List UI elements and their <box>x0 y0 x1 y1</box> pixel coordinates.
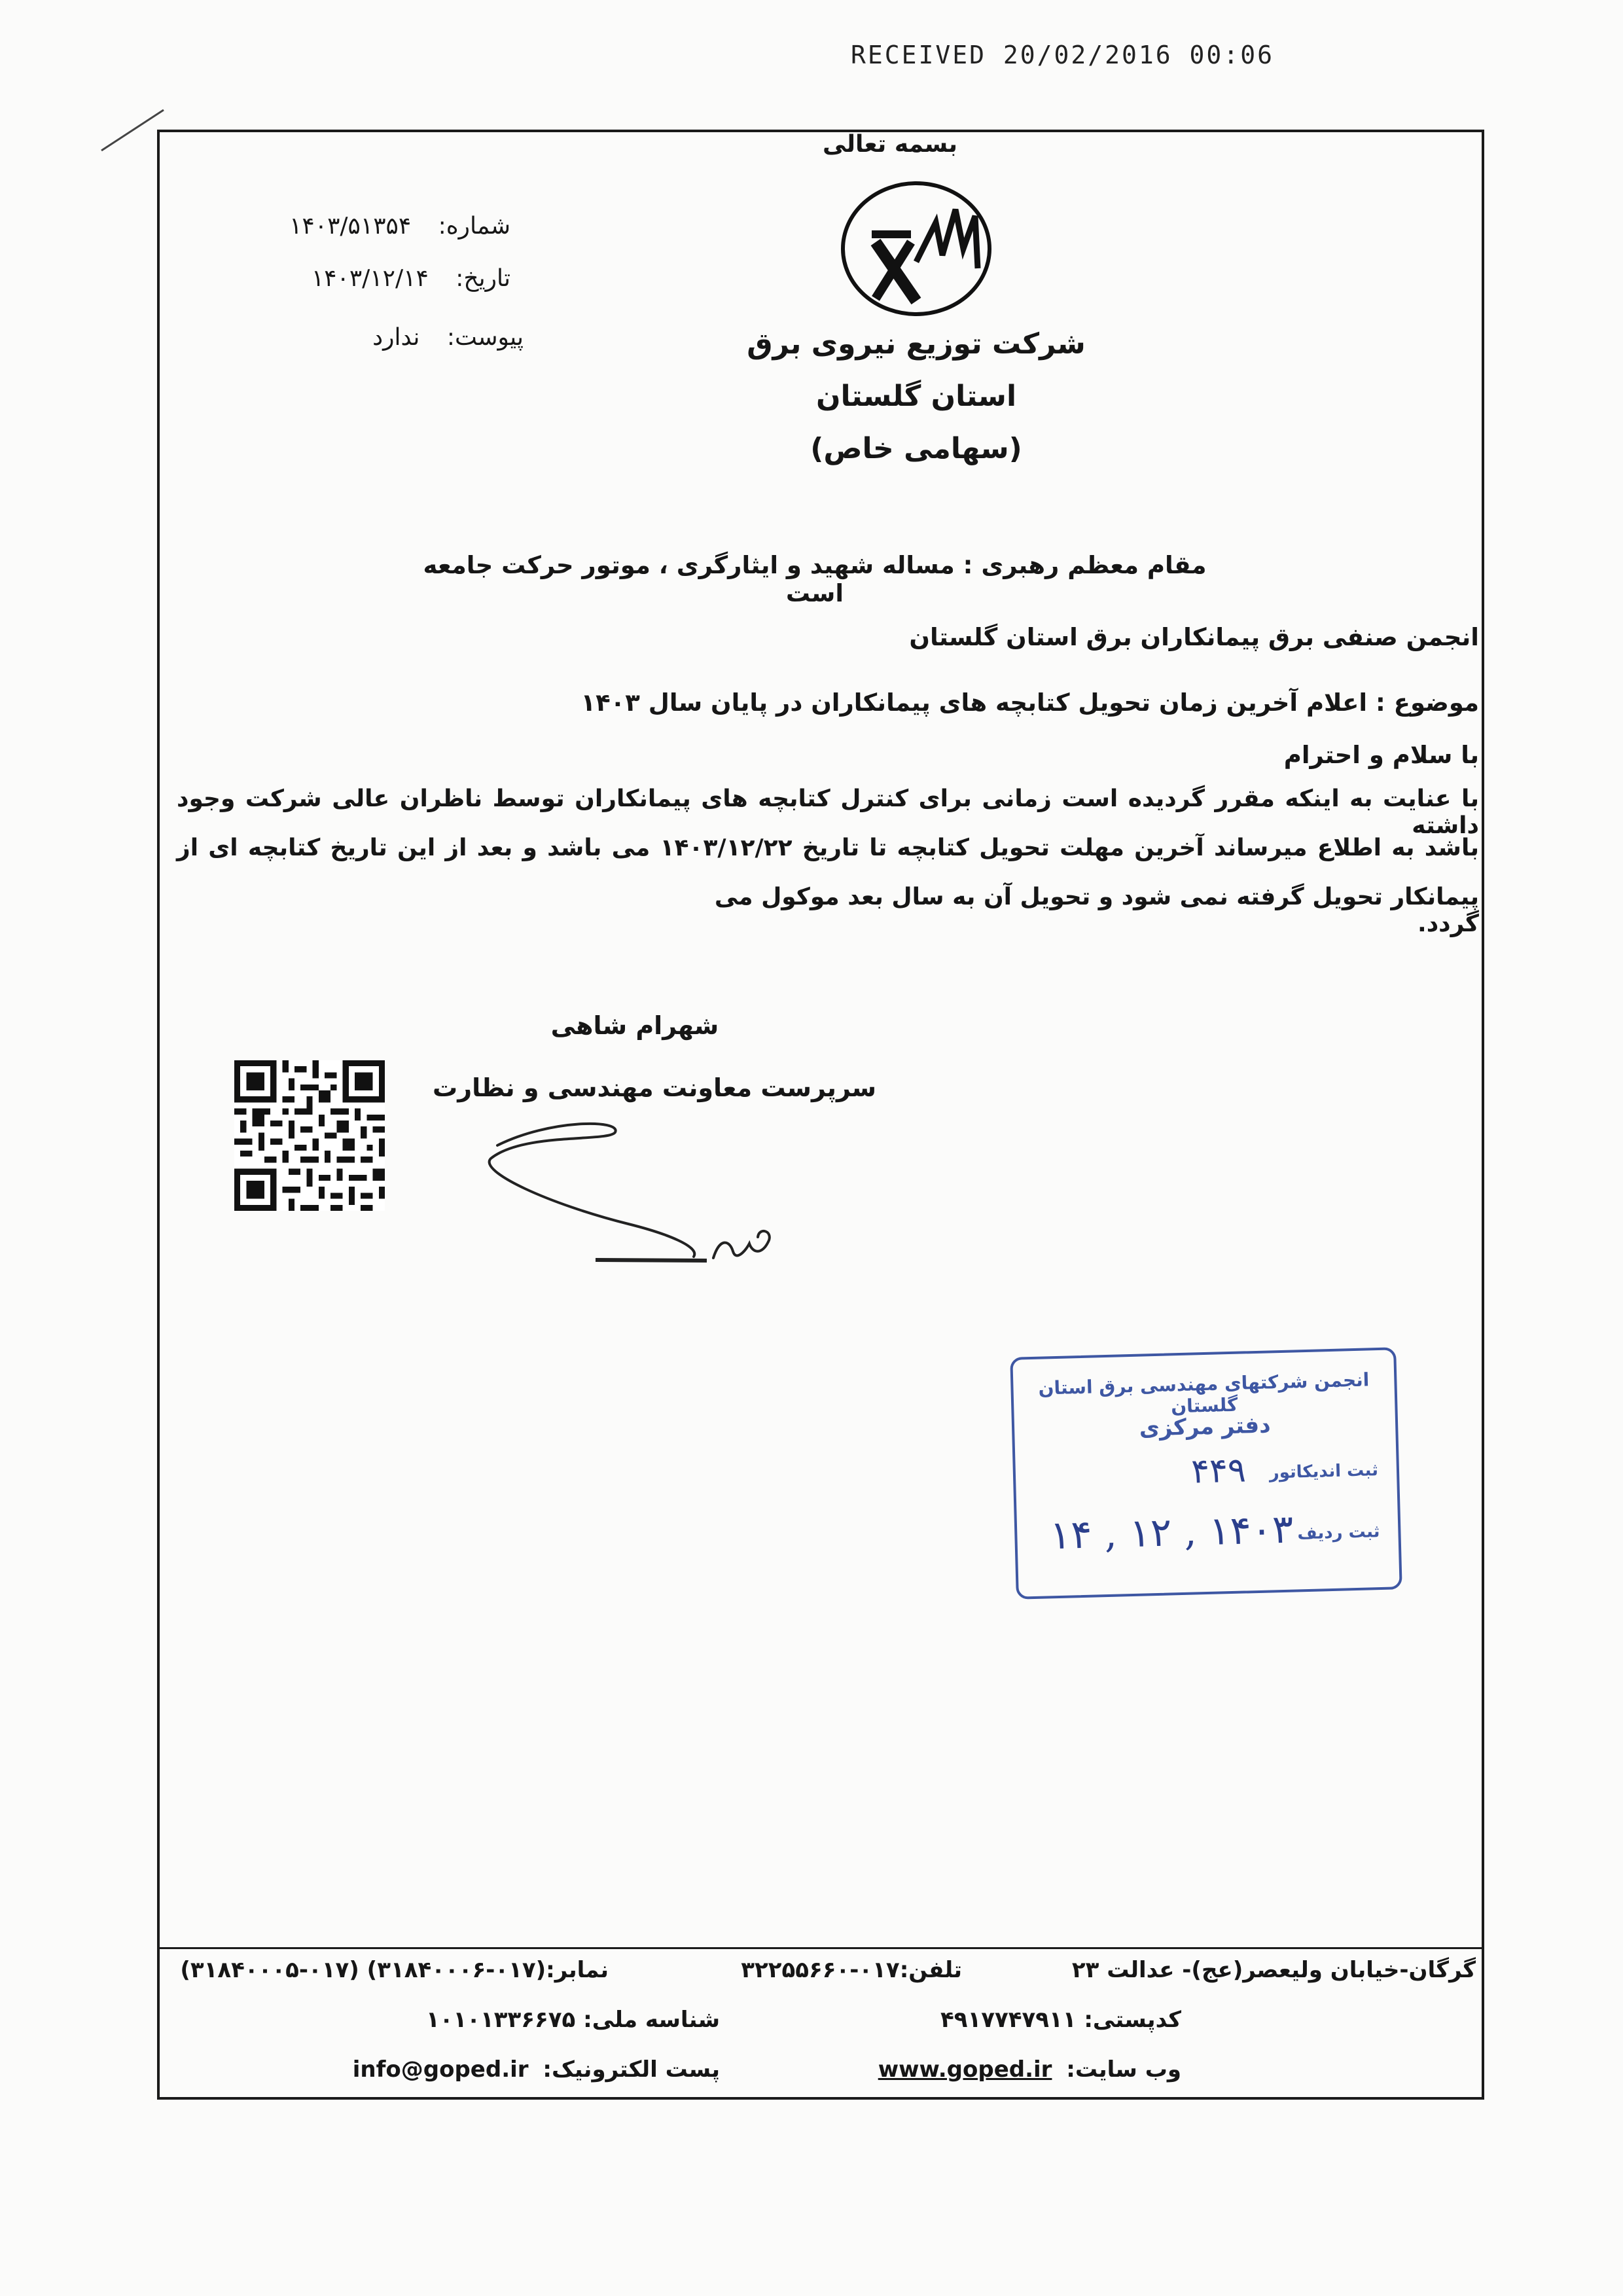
number-label: شماره: <box>438 213 510 240</box>
basmala: بسمه تعالی <box>823 131 957 158</box>
footer-address: گرگان-خیابان ولیعصر(عج)- عدالت ۲۳ <box>1071 1957 1476 1983</box>
footer-phone: تلفن:۰۱۷-۳۲۲۵۵۶۶۰ <box>741 1957 962 1983</box>
email-link[interactable]: info@goped.ir <box>352 2056 529 2083</box>
subject-line: موضوع : اعلام آخرین زمان تحویل کتابچه های پیمانکاران در پایان سال ۱۴۰۳ <box>580 689 1479 717</box>
stamp-row-value: ۱۴۰۳ , ۱۲ , ۱۴ <box>1049 1506 1294 1559</box>
footer-national-id: شناسه ملی: ۱۰۱۰۱۳۳۶۶۷۵ <box>425 2007 720 2033</box>
letter-number-row <box>249 213 510 240</box>
footer-website-row <box>878 2056 1181 2083</box>
letter-attachment-row <box>249 324 524 351</box>
footer-email-row <box>353 2056 720 2083</box>
stamp-org-name: انجمن شرکتهای مهندسی برق استان گلستان <box>1038 1369 1370 1418</box>
signatory-title: سرپرست معاونت مهندسی و نظارت <box>433 1073 876 1102</box>
attachment-label: پیوست: <box>446 324 524 351</box>
number-value: ۱۴۰۳/۵۱۳۵۴ <box>289 213 412 240</box>
body-line-2: باشد به اطلاع میرساند آخرین مهلت تحویل کتابچه تا تاریخ ۱۴۰۳/۱۲/۲۲ می باشد و بعد از این تاریخ کتابچه ای از <box>177 834 1479 861</box>
handwritten-signature <box>471 1106 812 1283</box>
company-type: (سهامی خاص) <box>810 432 1022 465</box>
footer-divider <box>157 1947 1484 1949</box>
signatory-name: شهرام شاهی <box>550 1011 719 1040</box>
website-link[interactable]: www.goped.ir <box>878 2056 1052 2083</box>
body-line-1: با عنایت به اینکه مقرر گردیده است زمانی برای کنترل کتابچه های پیمانکاران توسط ناظران عالی شرکت وجود داشته <box>177 785 1479 839</box>
recipient: انجمن صنفی برق پیمانکاران برق استان گلستان <box>909 623 1479 651</box>
body-line-3: پیمانکار تحویل گرفته نمی شود و تحویل آن به سال بعد موکول می گردد. <box>714 884 1479 937</box>
letter-date-row <box>249 265 510 292</box>
leader-motto: مقام معظم رهبری : مساله شهید و ایثارگری ، موتور حرکت جامعه است <box>423 551 1207 607</box>
date-label: تاریخ: <box>455 265 510 292</box>
stamp-indicator-value: ۴۴۹ <box>1190 1450 1247 1492</box>
email-label: پست الکترونیک: <box>543 2056 720 2083</box>
attachment-value: ندارد <box>372 324 420 351</box>
company-logo <box>838 177 995 321</box>
greeting: با سلام و احترام <box>1283 741 1479 769</box>
date-value: ۱۴۰۳/۱۲/۱۴ <box>311 265 429 292</box>
received-stamp <box>1010 1347 1402 1599</box>
footer-postal-code: کدپستی: ۴۹۱۷۷۴۷۹۱۱ <box>940 2007 1181 2033</box>
footer-fax: نمابر:(۰۱۷-۳۱۸۴۰۰۰۶) (۰۱۷-۳۱۸۴۰۰۰۵) <box>180 1957 609 1983</box>
stamp-row-label: ثبت ردیف <box>1297 1522 1380 1544</box>
website-label: وب سایت: <box>1066 2056 1181 2083</box>
stamp-office: دفتر مرکزی <box>1139 1412 1272 1442</box>
fax-received-header: RECEIVED 20/02/2016 00:06 <box>851 41 1274 69</box>
company-name: شرکت توزیع نیروی برق <box>747 327 1086 361</box>
stamp-indicator-label: ثبت اندیکاتور <box>1269 1460 1379 1483</box>
company-region: استان گلستان <box>815 380 1017 413</box>
qr-code <box>234 1060 385 1211</box>
